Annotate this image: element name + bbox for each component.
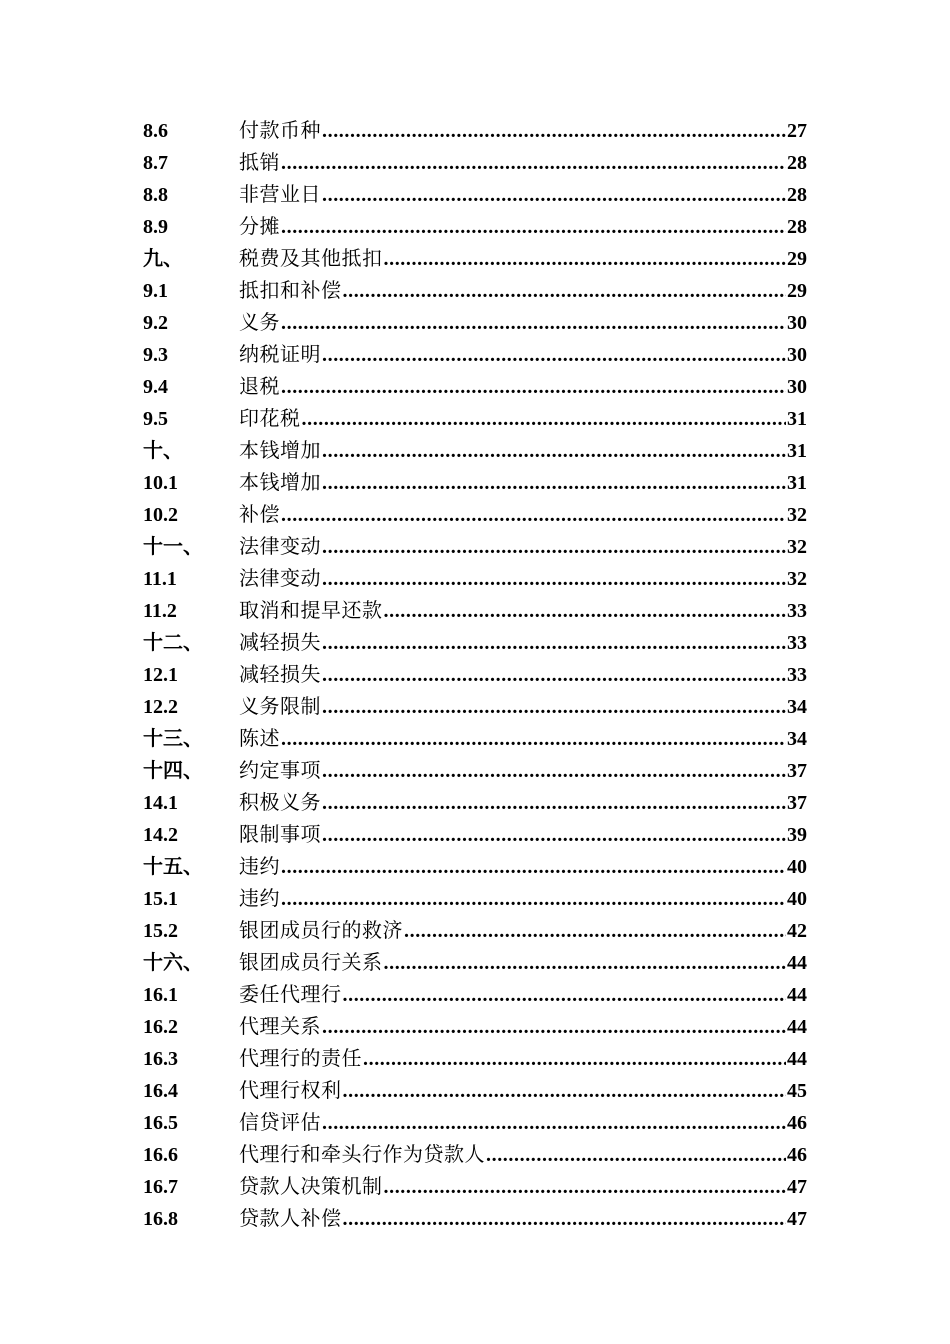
toc-entry[interactable] [143, 722, 807, 754]
toc-dot-leader [322, 819, 786, 850]
toc-entry[interactable] [143, 754, 807, 786]
toc-entry-number: 9.3 [143, 344, 168, 366]
toc-entry-page-number: 28 [787, 184, 807, 206]
toc-dot-leader [384, 947, 787, 978]
toc-dot-leader [322, 1011, 786, 1042]
toc-entry-page-number: 32 [787, 504, 807, 526]
toc-entry-number: 16.2 [143, 1016, 178, 1038]
toc-entry-page-number: 44 [787, 1016, 807, 1038]
toc-dot-leader [363, 1043, 786, 1074]
toc-entry-title: 税费及其他抵扣 [239, 246, 383, 270]
toc-entry-title: 纳税证明 [239, 342, 321, 366]
toc-entry[interactable] [143, 306, 807, 338]
toc-entry-title: 非营业日 [239, 182, 321, 206]
toc-entry-title: 义务限制 [239, 694, 321, 718]
toc-entry-number: 16.5 [143, 1112, 178, 1134]
toc-entry[interactable] [143, 786, 807, 818]
toc-entry-title: 抵扣和补偿 [239, 278, 342, 302]
toc-entry-number: 十二、 [143, 632, 203, 654]
toc-entry-number: 8.8 [143, 184, 168, 206]
toc-entry-number: 十、 [143, 440, 183, 462]
toc-entry-page-number: 33 [787, 600, 807, 622]
toc-dot-leader [281, 883, 786, 914]
toc-entry-page-number: 47 [787, 1176, 807, 1198]
toc-entry-number: 12.2 [143, 696, 178, 718]
toc-entry-page-number: 40 [787, 888, 807, 910]
toc-entry-title: 限制事项 [239, 822, 321, 846]
toc-entry-number: 十四、 [143, 760, 203, 782]
toc-entry-title: 付款币种 [239, 118, 321, 142]
toc-entry[interactable] [143, 658, 807, 690]
toc-dot-leader [281, 211, 786, 242]
toc-entry[interactable] [143, 1170, 807, 1202]
toc-dot-leader [281, 499, 786, 530]
toc-dot-leader [486, 1139, 786, 1170]
toc-entry[interactable] [143, 402, 807, 434]
toc-entry-page-number: 44 [787, 952, 807, 974]
toc-entry-page-number: 42 [787, 920, 807, 942]
toc-dot-leader [322, 563, 786, 594]
toc-entry[interactable] [143, 1138, 807, 1170]
toc-dot-leader [384, 1171, 787, 1202]
toc-entry-number: 12.1 [143, 664, 178, 686]
toc-dot-leader [302, 403, 787, 434]
toc-entry-number: 15.1 [143, 888, 178, 910]
toc-entry-title: 陈述 [239, 726, 280, 750]
toc-dot-leader [281, 371, 786, 402]
toc-entry[interactable] [143, 530, 807, 562]
toc-entry-number: 14.1 [143, 792, 178, 814]
toc-entry[interactable] [143, 946, 807, 978]
toc-entry-title: 本钱增加 [239, 470, 321, 494]
toc-entry[interactable] [143, 434, 807, 466]
toc-entry[interactable] [143, 242, 807, 274]
toc-entry-page-number: 31 [787, 408, 807, 430]
toc-entry-number: 8.6 [143, 120, 168, 142]
toc-entry-page-number: 33 [787, 664, 807, 686]
toc-entry-title: 取消和提早还款 [239, 598, 383, 622]
toc-entry-page-number: 46 [787, 1112, 807, 1134]
toc-dot-leader [322, 115, 786, 146]
toc-entry-number: 15.2 [143, 920, 178, 942]
toc-entry-number: 8.9 [143, 216, 168, 238]
toc-entry-number: 十六、 [143, 952, 203, 974]
toc-entry-title: 贷款人补偿 [239, 1206, 342, 1230]
toc-entry-title: 减轻损失 [239, 662, 321, 686]
toc-entry-title: 约定事项 [239, 758, 321, 782]
toc-entry-page-number: 30 [787, 344, 807, 366]
toc-entry-page-number: 40 [787, 856, 807, 878]
toc-entry-title: 代理行的责任 [239, 1046, 362, 1070]
toc-entry-number: 8.7 [143, 152, 168, 174]
toc-entry-title: 银团成员行关系 [239, 950, 383, 974]
toc-entry[interactable] [143, 210, 807, 242]
toc-entry-number: 9.4 [143, 376, 168, 398]
toc-entry[interactable] [143, 274, 807, 306]
toc-dot-leader [322, 1107, 786, 1138]
toc-entry-title: 代理行和牵头行作为贷款人 [239, 1142, 485, 1166]
toc-dot-leader [281, 307, 786, 338]
toc-entry-page-number: 31 [787, 472, 807, 494]
toc-entry-number: 十三、 [143, 728, 203, 750]
toc-entry[interactable] [143, 1074, 807, 1106]
toc-dot-leader [322, 755, 786, 786]
toc-entry-number: 11.1 [143, 568, 177, 590]
toc-dot-leader [281, 851, 786, 882]
toc-entry-number: 16.7 [143, 1176, 178, 1198]
toc-entry-number: 9.1 [143, 280, 168, 302]
toc-entry[interactable] [143, 1106, 807, 1138]
toc-dot-leader [281, 147, 786, 178]
toc-dot-leader [322, 627, 786, 658]
toc-entry-page-number: 37 [787, 792, 807, 814]
toc-entry-title: 补偿 [239, 502, 280, 526]
toc-entry-title: 义务 [239, 310, 280, 334]
toc-entry-number: 9.5 [143, 408, 168, 430]
toc-entry[interactable] [143, 1202, 807, 1234]
toc-entry[interactable] [143, 178, 807, 210]
toc-entry-title: 减轻损失 [239, 630, 321, 654]
toc-entry-title: 代理行权利 [239, 1078, 342, 1102]
toc-entry-title: 信贷评估 [239, 1110, 321, 1134]
toc-entry-number: 11.2 [143, 600, 177, 622]
toc-entry-number: 十五、 [143, 856, 203, 878]
toc-entry-page-number: 44 [787, 1048, 807, 1070]
toc-entry-page-number: 29 [787, 280, 807, 302]
toc-entry[interactable] [143, 626, 807, 658]
toc-dot-leader [322, 179, 786, 210]
toc-entry[interactable] [143, 850, 807, 882]
toc-dot-leader [343, 275, 787, 306]
toc-entry-page-number: 30 [787, 376, 807, 398]
toc-entry-title: 委任代理行 [239, 982, 342, 1006]
toc-dot-leader [281, 723, 786, 754]
toc-entry-number: 16.8 [143, 1208, 178, 1230]
toc-entry-number: 九、 [143, 248, 183, 270]
toc-entry-number: 16.4 [143, 1080, 178, 1102]
toc-entry[interactable] [143, 466, 807, 498]
toc-entry-page-number: 34 [787, 728, 807, 750]
toc-entry-page-number: 37 [787, 760, 807, 782]
toc-dot-leader [322, 339, 786, 370]
toc-entry-title: 退税 [239, 374, 280, 398]
toc-entry-title: 银团成员行的救济 [239, 918, 403, 942]
toc-dot-leader [343, 1075, 787, 1106]
toc-entry[interactable] [143, 1010, 807, 1042]
toc-entry-number: 10.2 [143, 504, 178, 526]
toc-entry-page-number: 34 [787, 696, 807, 718]
toc-entry[interactable] [143, 690, 807, 722]
toc-entry-page-number: 30 [787, 312, 807, 334]
toc-entry-page-number: 32 [787, 536, 807, 558]
toc-dot-leader [322, 787, 786, 818]
toc-entry-title: 积极义务 [239, 790, 321, 814]
toc-entry-page-number: 47 [787, 1208, 807, 1230]
toc-entry-title: 分摊 [239, 214, 280, 238]
toc-entry[interactable] [143, 114, 807, 146]
toc-entry-page-number: 32 [787, 568, 807, 590]
toc-entry-page-number: 33 [787, 632, 807, 654]
toc-entry-title: 违约 [239, 854, 280, 878]
table-of-contents [143, 114, 807, 1234]
toc-dot-leader [343, 1203, 787, 1234]
toc-entry[interactable] [143, 914, 807, 946]
toc-entry-page-number: 39 [787, 824, 807, 846]
toc-entry-page-number: 46 [787, 1144, 807, 1166]
toc-entry-number: 9.2 [143, 312, 168, 334]
toc-dot-leader [322, 531, 786, 562]
toc-entry-title: 印花税 [239, 406, 301, 430]
toc-entry-title: 法律变动 [239, 534, 321, 558]
toc-dot-leader [322, 467, 786, 498]
toc-entry-page-number: 28 [787, 152, 807, 174]
toc-entry-title: 法律变动 [239, 566, 321, 590]
toc-entry-page-number: 45 [787, 1080, 807, 1102]
toc-entry-number: 10.1 [143, 472, 178, 494]
toc-entry[interactable] [143, 1042, 807, 1074]
toc-entry-title: 代理关系 [239, 1014, 321, 1038]
toc-entry[interactable] [143, 594, 807, 626]
toc-entry-page-number: 31 [787, 440, 807, 462]
toc-entry-number: 十一、 [143, 536, 203, 558]
toc-entry-page-number: 29 [787, 248, 807, 270]
toc-entry-number: 16.1 [143, 984, 178, 1006]
toc-entry[interactable] [143, 978, 807, 1010]
toc-dot-leader [322, 435, 786, 466]
toc-entry-number: 14.2 [143, 824, 178, 846]
toc-dot-leader [322, 691, 786, 722]
toc-entry-number: 16.6 [143, 1144, 178, 1166]
toc-entry-page-number: 28 [787, 216, 807, 238]
toc-dot-leader [322, 659, 786, 690]
toc-entry[interactable] [143, 882, 807, 914]
toc-entry-title: 贷款人决策机制 [239, 1174, 383, 1198]
toc-entry-title: 抵销 [239, 150, 280, 174]
toc-entry-title: 违约 [239, 886, 280, 910]
toc-entry-page-number: 44 [787, 984, 807, 1006]
toc-dot-leader [384, 243, 787, 274]
toc-entry[interactable] [143, 146, 807, 178]
toc-dot-leader [343, 979, 787, 1010]
toc-entry[interactable] [143, 818, 807, 850]
toc-entry[interactable] [143, 562, 807, 594]
toc-entry[interactable] [143, 498, 807, 530]
toc-entry-number: 16.3 [143, 1048, 178, 1070]
toc-entry-title: 本钱增加 [239, 438, 321, 462]
toc-dot-leader [384, 595, 787, 626]
toc-entry[interactable] [143, 370, 807, 402]
toc-dot-leader [404, 915, 786, 946]
toc-entry[interactable] [143, 338, 807, 370]
toc-entry-page-number: 27 [787, 120, 807, 142]
